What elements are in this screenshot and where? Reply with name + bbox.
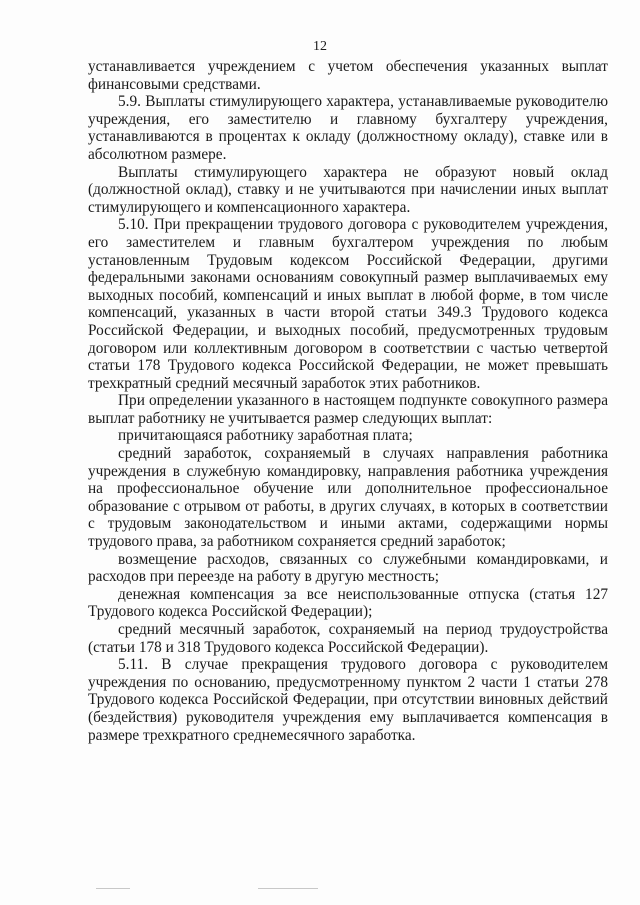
list-item-salary: причитающаяся работнику заработная плата; <box>118 427 413 445</box>
paragraph-5-10: 5.10. При прекращении трудового договора с руководителем учреждения, его заместителем и главным бухгалтером учреждения по любым установленным Трудовым кодексом Российской Федерации, другими федеральными законами основаниям совокупный размер выплачиваемых ему выходных пособий, компенсаций и иных выплат в любой форме, в том числе компенсаций, указанных в части второй статьи 349.3 Трудового кодекса Российской Федерации, и выходных пособий, предусмотренных трудовым договором или коллективным договором в соответствии с частью четвертой статьи 178 Трудового кодекса Российской Федерации, не может превышать трехкратный средний месячный заработок этих работников. <box>88 216 608 392</box>
paragraph-incentive-payments: Выплаты стимулирующего характера не образуют новый оклад (должностной оклад), ставку и не учитываются при начислении иных выплат стимулирующего и компенсационного характера. <box>88 163 608 216</box>
scan-artifact <box>258 888 318 889</box>
page-number: 12 <box>313 39 327 54</box>
list-item-monthly-earnings: средний месячный заработок, сохраняемый на период трудоустройства (статьи 178 и 318 Трудового кодекса Российской Федерации). <box>88 621 608 656</box>
list-item-vacation-compensation: денежная компенсация за все неиспользованные отпуска (статья 127 Трудового кодекса Российской Федерации); <box>88 585 608 621</box>
list-item-expenses: возмещение расходов, связанных со служебными командировками, и расходов при переезде на работу в другую местность; <box>88 550 608 586</box>
paragraph-5-9: 5.9. Выплаты стимулирующего характера, устанавливаемые руководителю учреждения, его заместителю и главному бухгалтеру учреждения, устанавливаются в процентах к окладу (должностному окладу), ставке или в абсолютном размере. <box>88 93 608 163</box>
list-item-average-earnings: средний заработок, сохраняемый в случаях направления работника учреждения в служебную командировку, направления работника учреждения на профессиональное обучение или дополнительное профессиональное образование с отрывом от работы, в других случаях, в которых в соответствии с трудовым законодательством и иными актами, содержащими нормы трудового права, за работником сохраняется средний заработок; <box>88 445 608 551</box>
paragraph-funding: устанавливается учреждением с учетом обеспечения указанных выплат финансовыми средствами. <box>88 58 608 93</box>
scan-artifact <box>96 888 130 889</box>
paragraph-total-payments: При определении указанного в настоящем подпункте совокупного размера выплат работнику не учитывается размер следующих выплат: <box>88 392 608 427</box>
document-body <box>88 58 608 744</box>
paragraph-5-11: 5.11. В случае прекращения трудового договора с руководителем учреждения по основанию, предусмотренному пунктом 2 части 1 статьи 278 Трудового кодекса Российской Федерации, при отсутствии виновных действий (бездействия) руководителя учреждения ему выплачивается компенсация в размере трехкратного среднемесячного заработка. <box>88 656 608 744</box>
